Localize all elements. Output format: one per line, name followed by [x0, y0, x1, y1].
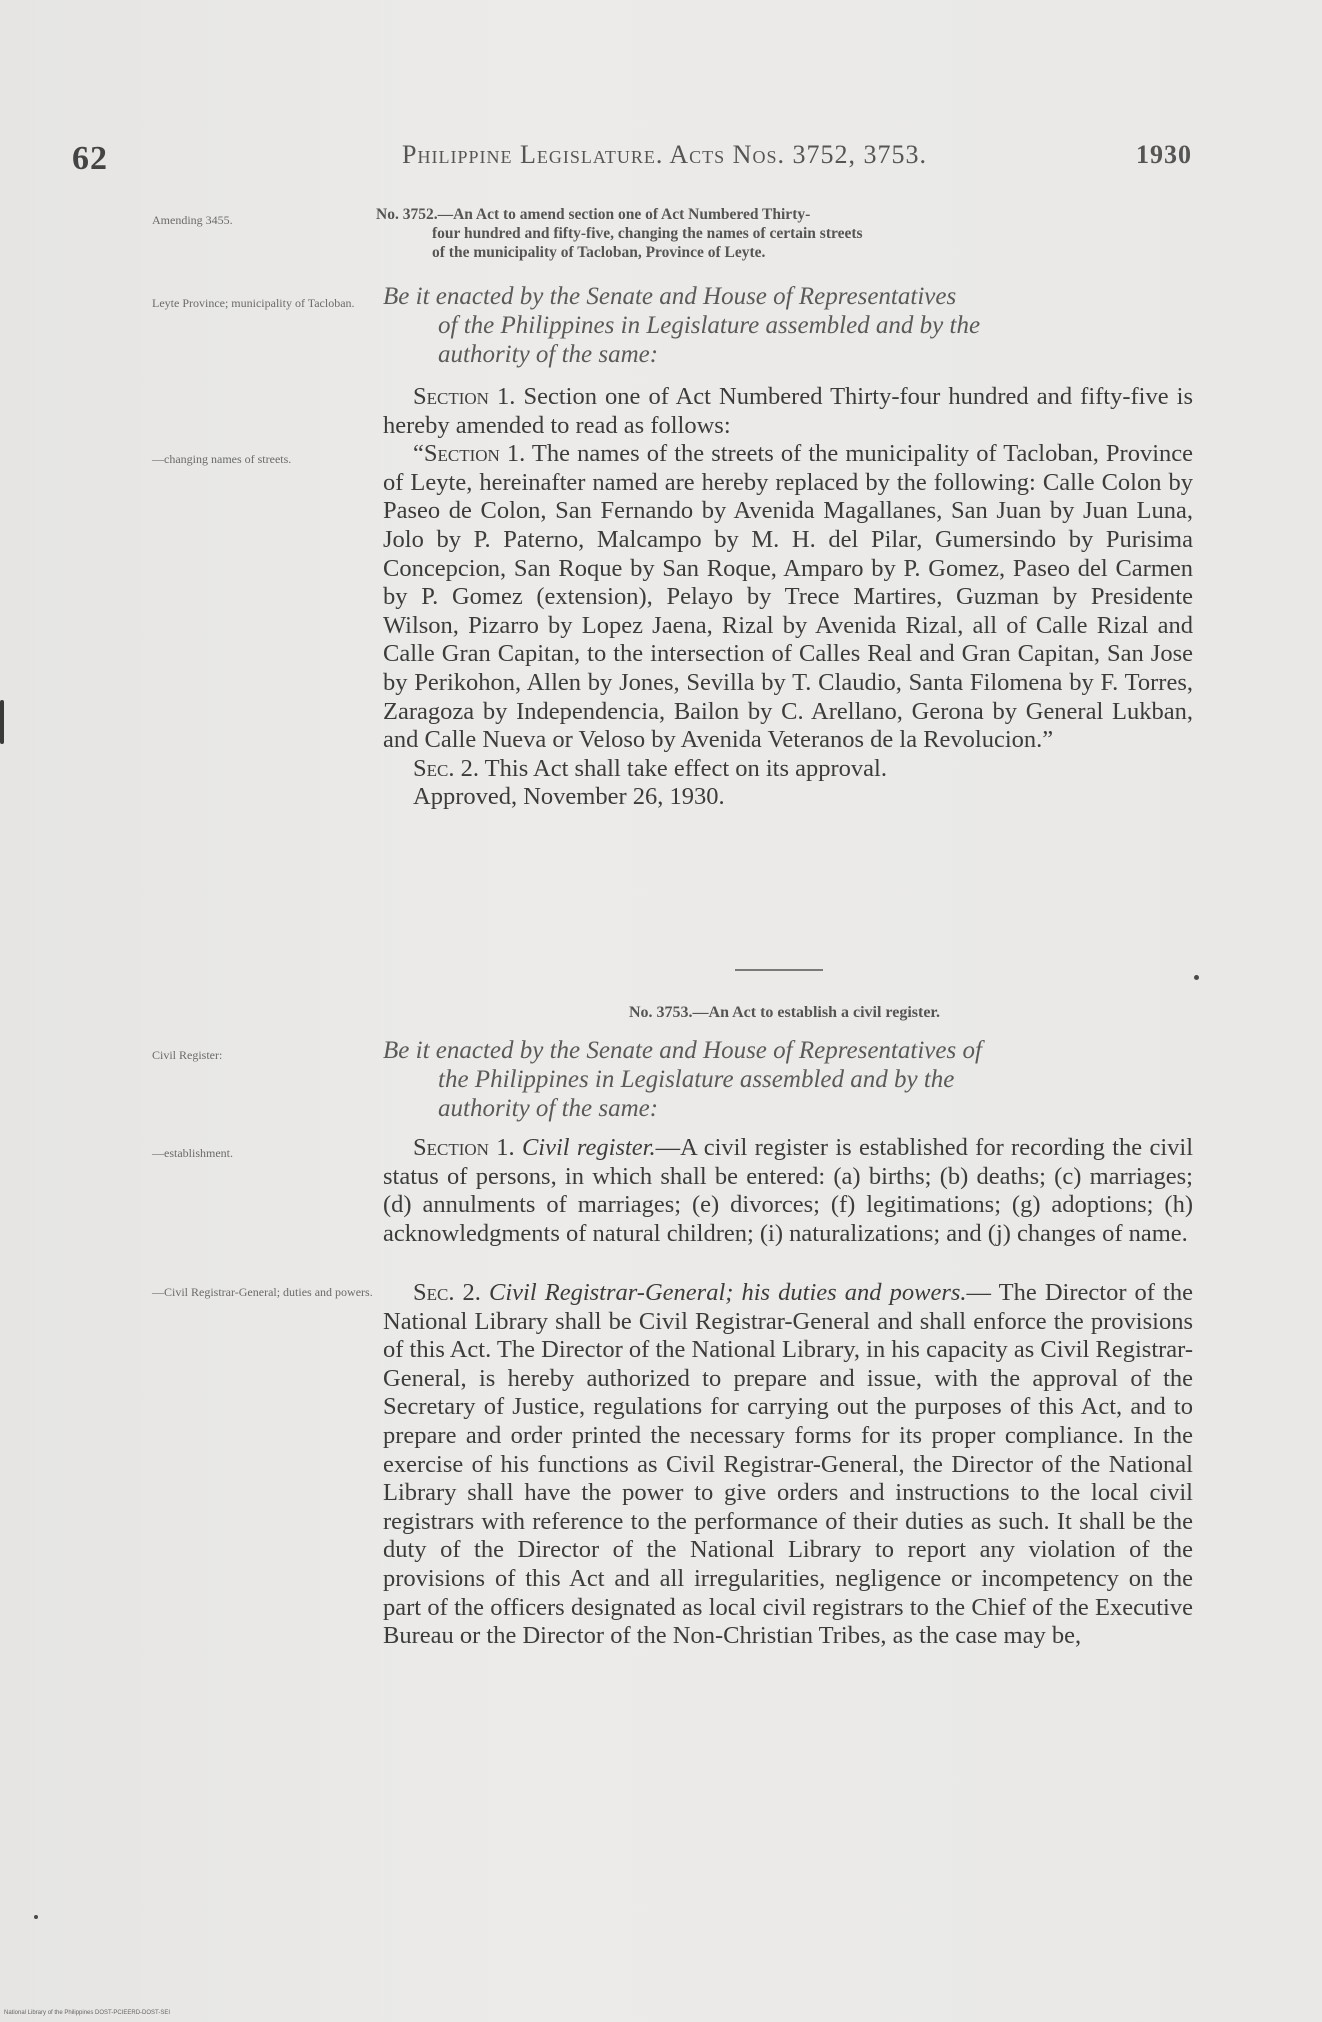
enacting-line: of the Philippines in Legislature assembled and by the [438, 312, 981, 339]
act-3752-body [383, 383, 1193, 812]
act-3753-enacting-clause [383, 1036, 1193, 1123]
approval-date: Approved, November 26, 1930. [413, 783, 725, 811]
section-label: Sec. 2. [413, 754, 479, 782]
margin-note-leyte: Leyte Province; municipality of Tacloban. [152, 296, 355, 310]
page-number: 62 [72, 140, 108, 177]
quoted-section-1 [383, 440, 1193, 755]
section-heading: Civil register. [514, 1134, 656, 1161]
act-3753-title: No. 3753.—An Act to establish a civil register. [628, 1004, 941, 1021]
act-3752-title [376, 205, 1193, 262]
section-1 [383, 1134, 1193, 1248]
enacting-line: authority of the same: [438, 341, 659, 368]
section-label: Section 1. [413, 1134, 515, 1161]
section-heading: Civil Registrar-General; his duties and powers. [480, 1279, 967, 1306]
header-year: 1930 [1136, 140, 1192, 169]
margin-note-registrar-general: —Civil Registrar-General; duties and powers. [152, 1285, 373, 1299]
act-3753-section-1 [383, 1134, 1193, 1248]
margin-note-changing-names: —changing names of streets. [152, 452, 292, 466]
section-text: The names of the streets of the municipality of Tacloban, Province of Leyte, hereinafter named are hereby replaced by the following: Calle Colon by Paseo de Colon, San Fernando by Avenida Magallanes, San Juan by Juan Luna, Jolo by P. Paterno, Malcampo by M. H. del Pilar, Gumersindo by Purisima Concepcion, San Roque by San Roque, Amparo by P. Gomez, Paseo del Carmen by P. Gomez (extension), Pelayo by Trece Martires, Guzman by Presidente Wilson, Pizarro by Lopez Jaena, Rizal by Avenida Rizal, all of Calle Rizal and Calle Gran Capitan, to the intersection of Calles Real and Gran Capitan, San Jose by Perikohon, Allen by Jones, Sevilla by T. Claudio, Santa Filomena by F. Torres, Zaragoza by Independencia, Bailon by C. Arellano, Gerona by General Lukban, and Calle Nueva or Veloso by Avenida Veteranos de la Revolucion.” [383, 440, 1194, 754]
separator-rule [735, 969, 823, 971]
enacting-line: the Philippines in Legislature assembled and by the [438, 1066, 955, 1093]
section-text: This Act shall take effect on its approval. [478, 754, 887, 782]
margin-note-amending: Amending 3455. [152, 213, 233, 227]
section-1 [383, 383, 1193, 440]
section-2 [383, 755, 1193, 784]
page-header [72, 132, 1192, 177]
act-3752-title-line: four hundred and fifty-five, changing the names of certain streets [432, 225, 863, 242]
scan-edge-mark [0, 700, 4, 744]
enacting-line: Be it enacted by the Senate and House of Representatives of [383, 1037, 982, 1064]
act-3753-section-2 [383, 1279, 1193, 1651]
margin-note-civil-register: Civil Register: [152, 1048, 223, 1062]
margin-note-establishment: —establishment. [152, 1146, 233, 1160]
ink-speck [1194, 975, 1199, 980]
act-3752-enacting-clause [383, 282, 1193, 369]
ink-speck [34, 1915, 38, 1919]
enacting-line: authority of the same: [438, 1095, 659, 1122]
section-text: — The Director of the National Library shall be Civil Registrar-General and shall enforce the provisions of this Act. The Director of the National Library, in his capacity as Civil Registrar-General, is hereby authorized to prepare and issue, with the approval of the Secretary of Justice, regulations for carrying out the purposes of this Act, and to prepare and order printed the necessary forms for its proper compliance. In the exercise of his functions as Civil Registrar-General, the Director of the National Library shall have the power to give orders and instructions to the local civil registrars with reference to the performance of their duties as such. It shall be the duty of the Director of the National Library to report any violation of the provisions of this Act and all irregularities, negligence or incompetency on the part of the officers designated as local civil registrars to the Chief of the Executive Bureau or the Director of the Non-Christian Tribes, as the case may be, [383, 1279, 1193, 1650]
section-2 [383, 1279, 1193, 1651]
section-text: Section one of Act Numbered Thirty-four hundred and fifty-five is hereby amended to read as follows: [383, 383, 1194, 439]
scan-credit: National Library of the Philippines DOST-PCIEERD-DOST-SEI [4, 2010, 171, 2016]
act-3752-title-line: No. 3752.—An Act to amend section one of Act Numbered Thirty- [376, 206, 811, 223]
section-label: Section 1. [413, 383, 516, 410]
running-head: Philippine Legislature. Acts Nos. 3752, 3753. [402, 140, 927, 169]
act-3752-title-line: of the municipality of Tacloban, Province of Leyte. [432, 244, 766, 261]
enacting-line: Be it enacted by the Senate and House of Representatives [383, 283, 957, 310]
section-label: “Section 1. [413, 440, 526, 468]
section-text: —A civil register is established for recording the civil status of persons, in which shall be entered: (a) births; (b) deaths; (c) marriages; (d) annulments of marriages; (e) divorces; (f) legitimations; (g) adoptions; (h) acknowledgments of natural children; (i) naturalizations; and (j) changes of name. [383, 1134, 1194, 1247]
section-label: Sec. 2. [413, 1279, 481, 1306]
